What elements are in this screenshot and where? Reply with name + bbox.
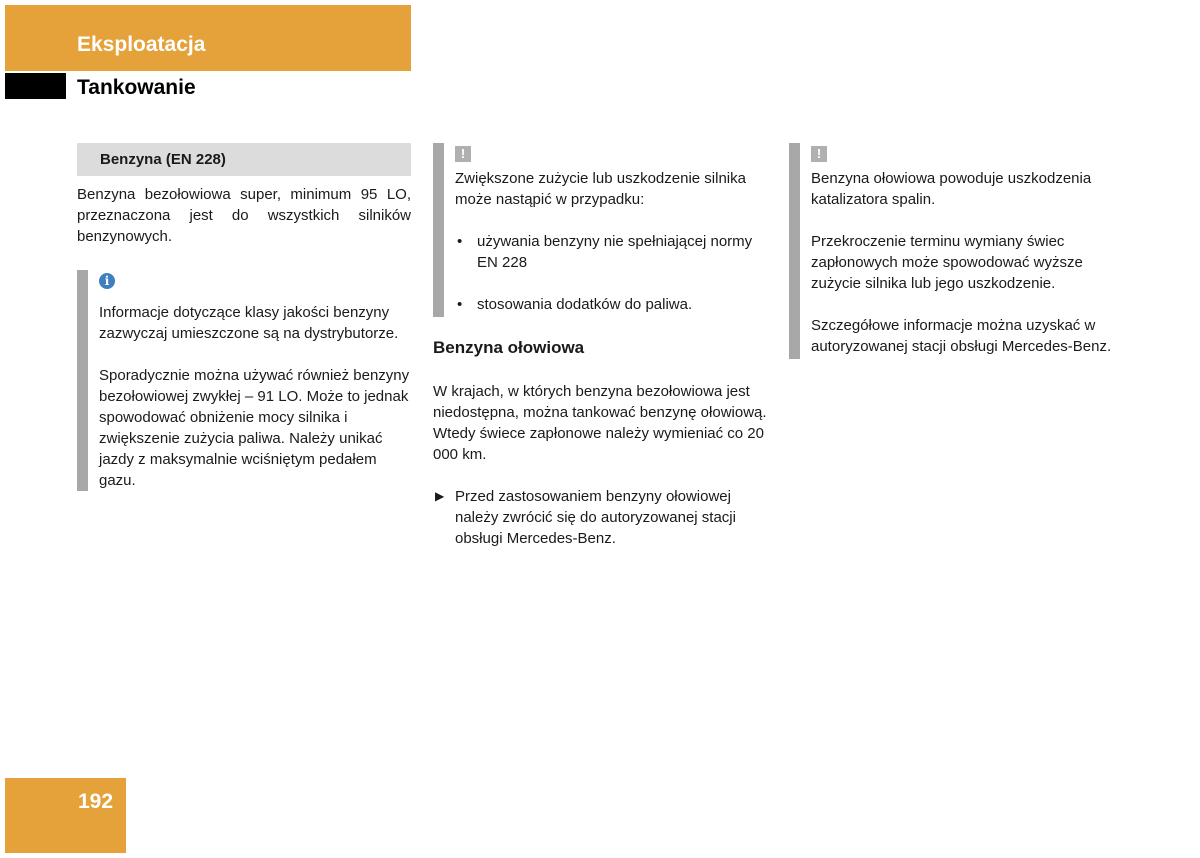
column-1 <box>77 143 411 491</box>
warning-paragraph-3: Szczegółowe informacje można uzyskać w autoryzowanej stacji obsługi Mercedes-Benz. <box>811 317 1112 355</box>
instruction-step <box>433 486 767 549</box>
warning-icon: ! <box>455 146 471 162</box>
instruction-step-text: Przed zastosowaniem benzyny ołowiowej należy zwrócić się do autoryzowanej stacji obsługi Mercedes-Benz. <box>455 488 736 547</box>
info-icon: i <box>99 273 115 289</box>
chapter-header-band <box>5 5 411 71</box>
heading-benzyna-olowiowa: Benzyna ołowiowa <box>433 338 585 357</box>
warning-note-catalyst <box>789 143 1123 359</box>
bullet-text-2: stosowania dodatków do paliwa. <box>477 296 693 313</box>
warning-paragraph-2: Przekroczenie terminu wymiany świec zapłonowych może spowodować wyższe zużycie silnika lub jego uszkodzenie. <box>811 233 1083 292</box>
info-note-paragraph-1: Informacje dotyczące klasy jakości benzyny zazwyczaj umieszczone są na dystrybutorze. <box>99 304 399 342</box>
info-note <box>77 270 411 491</box>
list-item: • używania benzyny nie spełniającej normy EN 228 <box>455 231 767 273</box>
warning-paragraph-1: Benzyna ołowiowa powoduje uszkodzenia katalizatora spalin. <box>811 170 1092 208</box>
warning-note-engine <box>433 143 767 317</box>
leaded-fuel-paragraph: W krajach, w których benzyna bezołowiowa jest niedostępna, można tankować benzynę ołowiową. Wtedy świece zapłonowe należy wymieniać co 20 000 km. <box>433 383 767 463</box>
bullet-text-1: używania benzyny nie spełniającej normy EN 228 <box>477 233 753 271</box>
warning-icon: ! <box>811 146 827 162</box>
arrow-right-icon: ▶ <box>435 489 445 503</box>
info-note-paragraph-2: Sporadycznie można używać również benzyny bezołowiowej zwykłej – 91 LO. Może to jednak spowodować obniżenie mocy silnika i zwiększenie zużycia paliwa. Należy unikać jazdy z maksymalnie wciśniętym pedałem gazu. <box>99 367 410 489</box>
section-title: Tankowanie <box>77 76 196 99</box>
column-3 <box>789 143 1123 359</box>
column-2 <box>433 143 767 549</box>
intro-paragraph: Benzyna bezołowiowa super, minimum 95 LO, przeznaczona jest do wszystkich silników benzynowych. <box>77 186 411 245</box>
section-marker-bar <box>5 73 66 99</box>
page-number: 192 <box>78 790 114 813</box>
list-item: • stosowania dodatków do paliwa. <box>455 294 767 317</box>
subhead-benzyna-en228: Benzyna (EN 228) <box>77 143 411 176</box>
chapter-title: Eksploatacja <box>77 33 206 56</box>
warning-intro: Zwiększone zużycie lub uszkodzenie silnika może nastąpić w przypadku: <box>455 170 746 208</box>
